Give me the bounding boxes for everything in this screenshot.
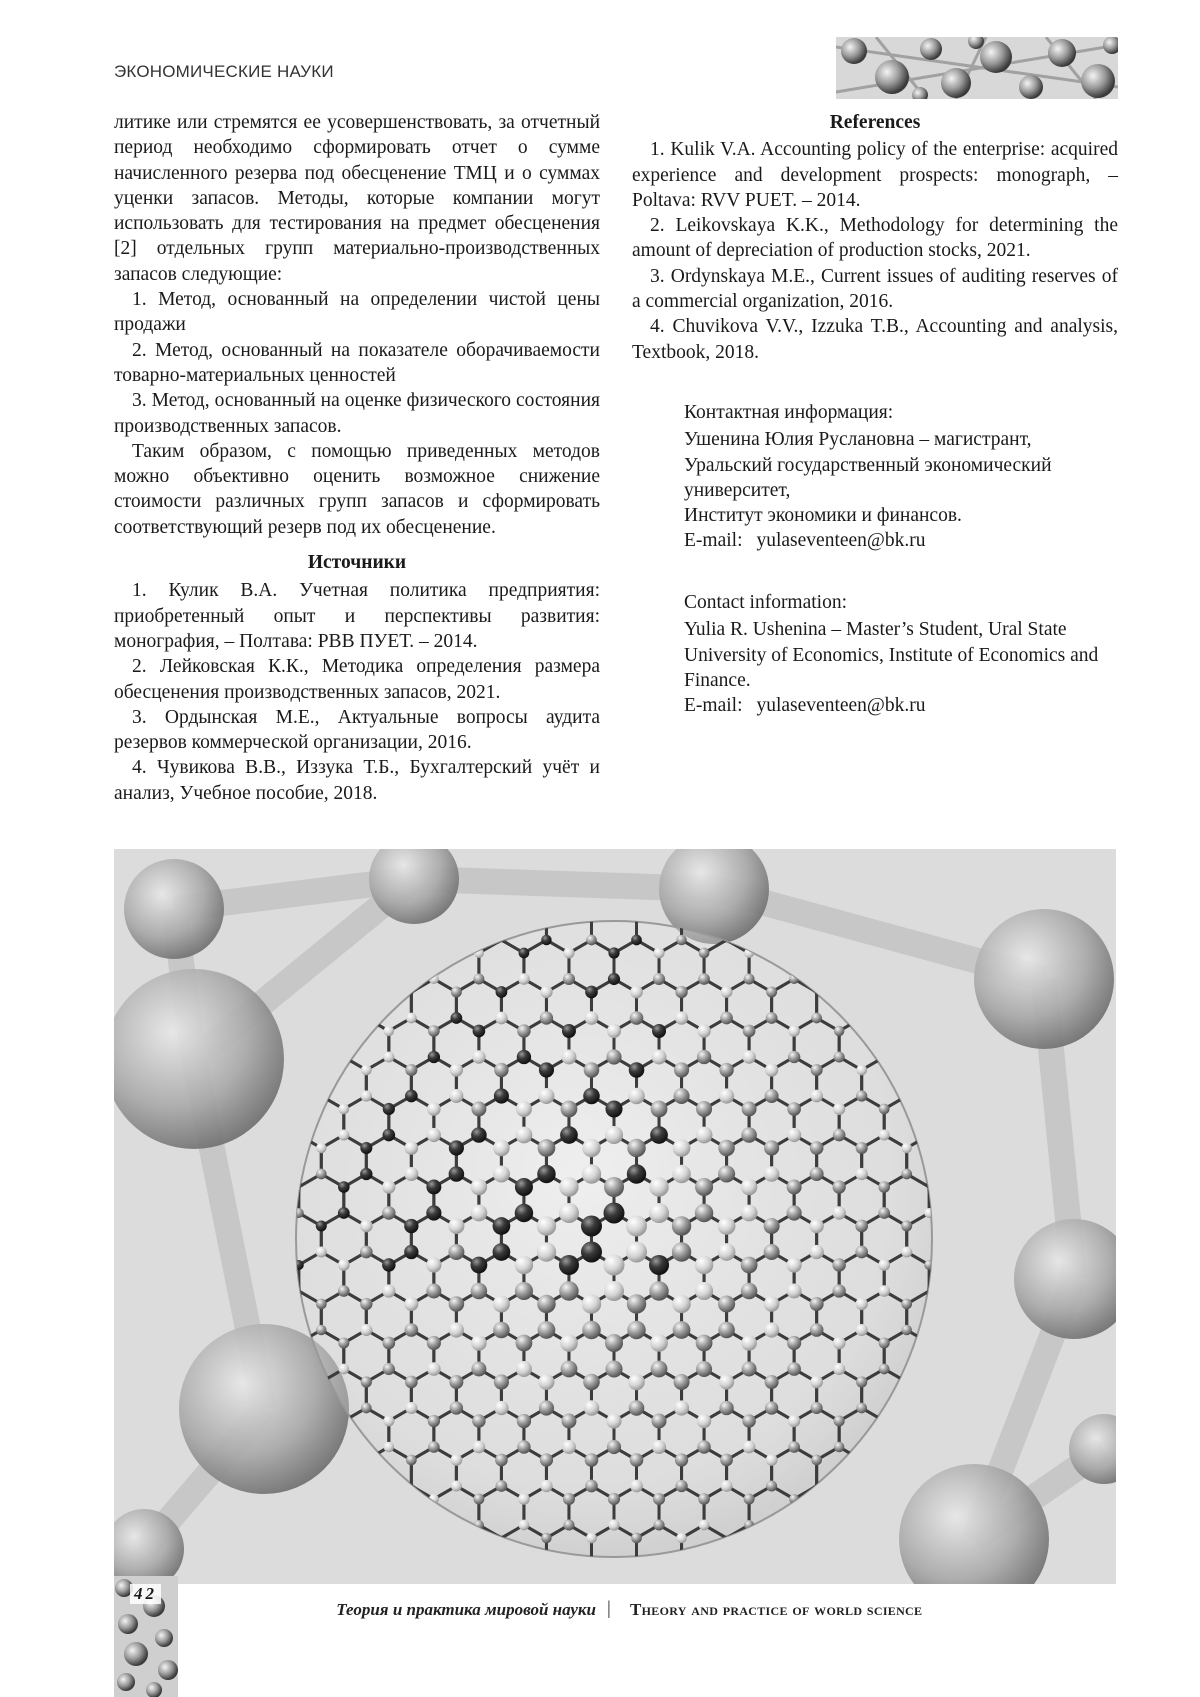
footer-journal-ru: Теория и практика мировой науки [336, 1600, 596, 1619]
reference-item: 2. Leikovskaya K.K., Methodology for determining the amount of depreciation of production stocks, 2021. [632, 215, 1118, 262]
reference-item: 4. Chuvikova V.V., Izzuka T.B., Accounting and analysis, Textbook, 2018. [632, 316, 1118, 363]
header-molecule-image [836, 37, 1118, 99]
footer-separator: | [607, 1598, 611, 1619]
references-heading: References [829, 112, 921, 133]
contact-line: Институт экономики и финансов. [684, 505, 962, 527]
right-column [632, 110, 1118, 365]
left-column [114, 110, 600, 806]
email-label: E-mail: [684, 530, 743, 552]
reference-item: 3. Ordynskaya M.E., Current issues of auditing reserves of a commercial organization, 2016. [632, 265, 1118, 313]
contact-line: Yulia R. Ushenina – Master’s Student, Ural State University of Economics, Institute of Economics and Finance. [684, 619, 1099, 691]
method-item: 2. Метод, основанный на показателе оборачиваемости товарно-материальных ценностей [114, 339, 600, 386]
running-head: ЭКОНОМИЧЕСКИЕ НАУКИ [114, 62, 334, 81]
contact-line: Уральский государственный экономический университет, [684, 454, 1052, 501]
reference-item: 1. Kulik V.A. Accounting policy of the enterprise: acquired experience and development prospects: monograph, – Poltava: RVV PUET. – 2014. [632, 139, 1118, 211]
contact-heading: Contact information: [684, 592, 848, 613]
sources-heading: Источники [307, 552, 407, 574]
method-item: 1. Метод, основанный на определении чистой цены продажи [114, 289, 600, 336]
contact-info-ru [684, 400, 1118, 554]
email-address[interactable]: yulaseventeen@bk.ru [756, 530, 926, 552]
conclusion-paragraph: Таким образом, с помощью приведенных методов можно объективно оценить возможное снижение стоимости различных групп запасов и сформировать соответствующий резерв под их обесценение. [114, 440, 600, 538]
email-address[interactable]: yulaseventeen@bk.ru [756, 695, 926, 717]
source-item: 2. Лейковская К.К., Методика определения размера обесценения производственных запасов, 2021. [114, 656, 600, 703]
contact-heading: Контактная информация: [684, 402, 894, 423]
footer-journal-en: Theory and practice of world science [630, 1600, 923, 1619]
source-item: 4. Чувикова В.В., Иззука Т.Б., Бухгалтерский учёт и анализ, Учебное пособие, 2018. [114, 757, 600, 804]
molecular-sphere-illustration [114, 849, 1116, 1584]
contact-line: Ушенина Юлия Руслановна – магистрант, [684, 429, 1032, 451]
contact-info-en [684, 590, 1118, 718]
source-item: 1. Кулик В.А. Учетная политика предприятия: приобретенный опыт и перспективы развития: монография, – Полтава: РВВ ПУЕТ. – 2014. [114, 580, 600, 652]
page-number-block [114, 1576, 178, 1697]
source-item: 3. Ордынская М.Е., Актуальные вопросы аудита резервов коммерческой организации, 2016. [114, 706, 600, 754]
body-paragraph: литике или стремятся ее усовершенствовать, за отчетный период необходимо сформировать отчет о сумме начисленного резерва под обесценение ТМЦ и о суммах уценки запасов. Методы, которые компании могут использовать для тестирования на предмет обесценения [2] отдельных групп материально-производственных запасов следующие: [114, 112, 600, 285]
method-item: 3. Метод, основанный на оценке физического состояния производственных запасов. [114, 390, 600, 437]
page-number: 42 [130, 1584, 161, 1604]
email-row [684, 528, 1118, 553]
email-row [684, 693, 1118, 718]
email-label: E-mail: [684, 695, 743, 717]
